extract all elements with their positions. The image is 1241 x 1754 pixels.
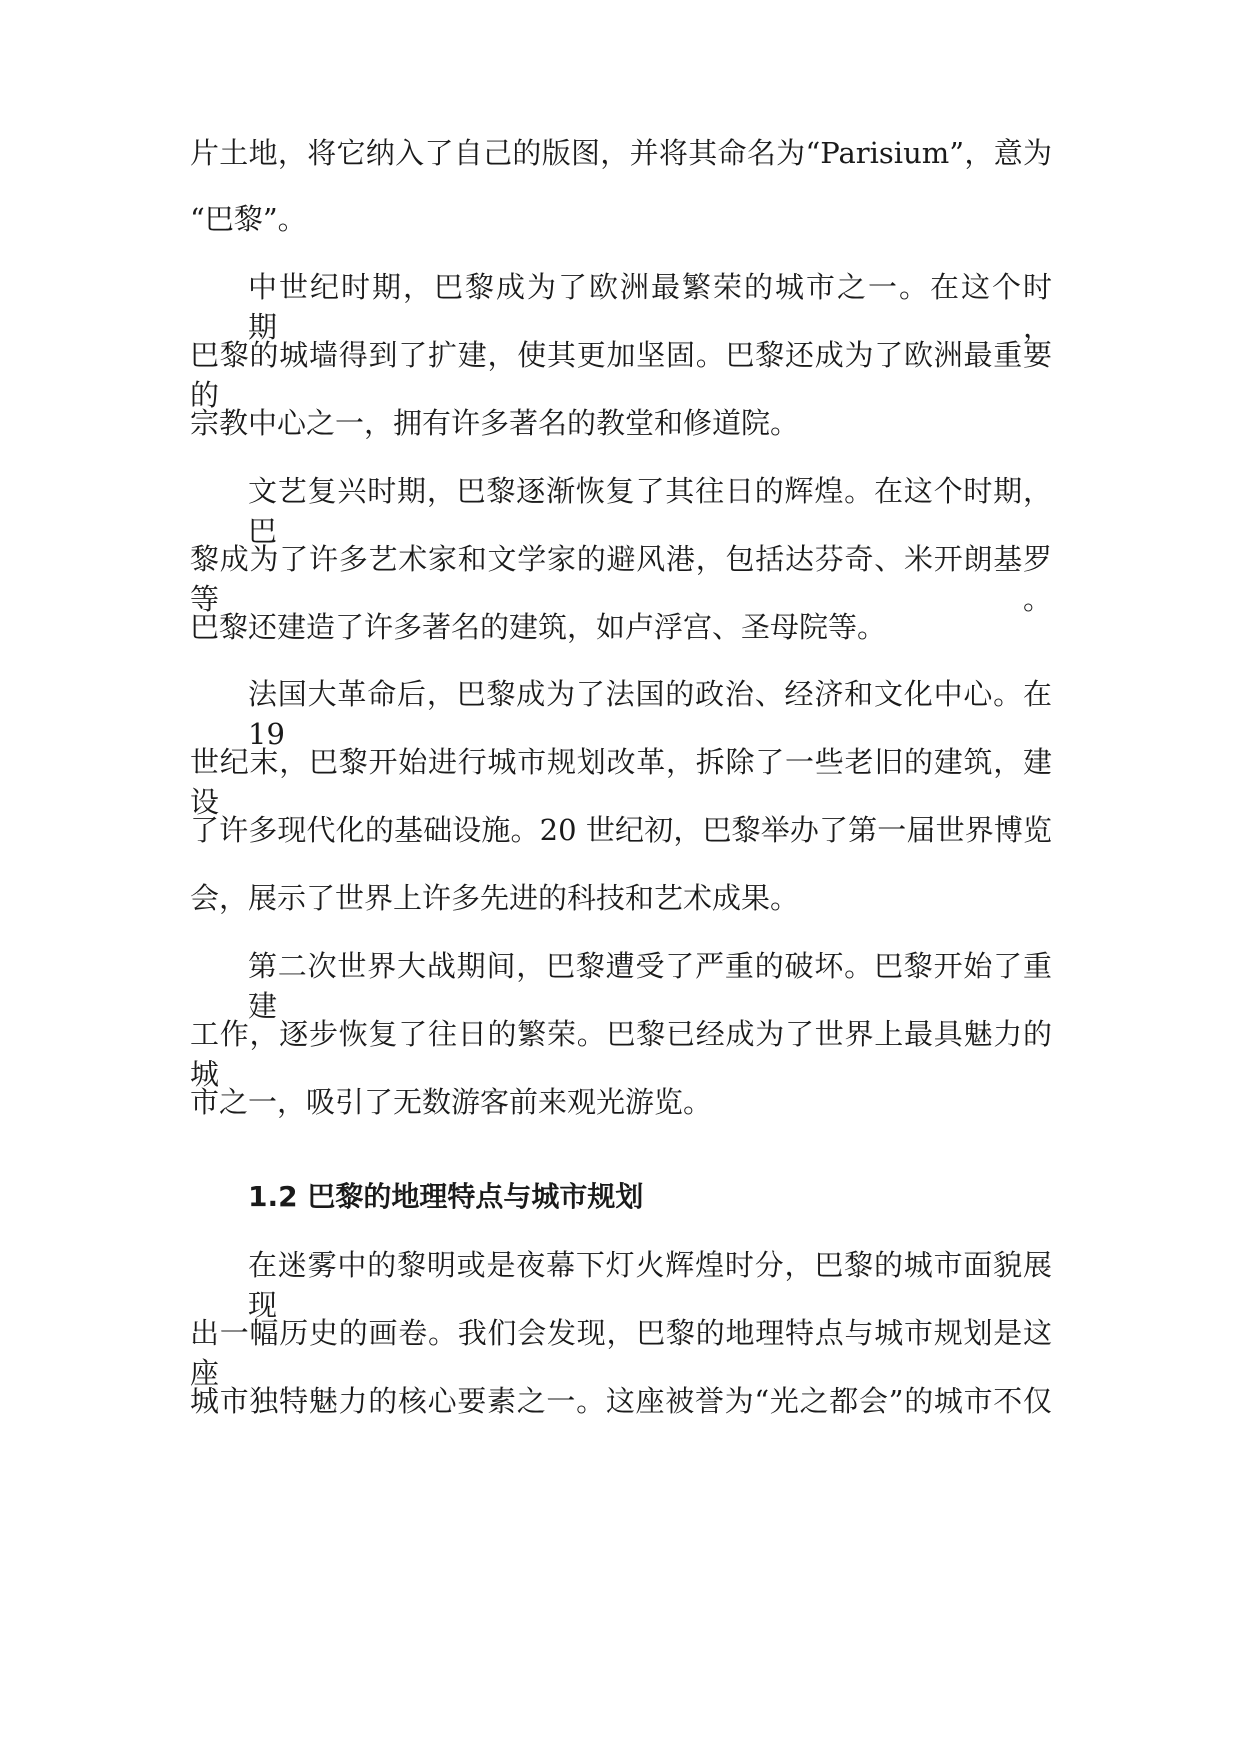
paragraph-line: 文艺复兴时期，巴黎逐渐恢复了其往日的辉煌。在这个时期，巴 [248, 474, 1052, 548]
paragraph-line: 工作，逐步恢复了往日的繁荣。巴黎已经成为了世界上最具魅力的城 [190, 1017, 1052, 1091]
paragraph-line: 城市独特魅力的核心要素之一。这座被誉为“光之都会”的城市不仅 [190, 1384, 1052, 1418]
paragraph-line: 巴黎还建造了许多著名的建筑，如卢浮宫、圣母院等。 [190, 610, 887, 644]
paragraph-line: 了许多现代化的基础设施。20 世纪初，巴黎举办了第一届世界博览 [190, 813, 1052, 847]
paragraph-line: 黎成为了许多艺术家和文学家的避风港，包括达芬奇、米开朗基罗等。 [190, 542, 1052, 616]
paragraph-line: 宗教中心之一，拥有许多著名的教堂和修道院。 [190, 406, 800, 440]
paragraph-line: 市之一，吸引了无数游客前来观光游览。 [190, 1085, 713, 1119]
paragraph-line: 片土地，将它纳入了自己的版图，并将其命名为“Parisium”，意为 [190, 136, 1052, 170]
paragraph-line: “巴黎”。 [190, 202, 307, 236]
paragraph-line: 出一幅历史的画卷。我们会发现，巴黎的地理特点与城市规划是这座 [190, 1316, 1052, 1390]
paragraph-line: 法国大革命后，巴黎成为了法国的政治、经济和文化中心。在 19 [248, 677, 1052, 751]
paragraph-line: 会，展示了世界上许多先进的科技和艺术成果。 [190, 881, 800, 915]
paragraph-line: 在迷雾中的黎明或是夜幕下灯火辉煌时分，巴黎的城市面貌展现 [248, 1248, 1052, 1322]
paragraph-line: 第二次世界大战期间，巴黎遭受了严重的破坏。巴黎开始了重建 [248, 949, 1052, 1023]
paragraph-line: 中世纪时期，巴黎成为了欧洲最繁荣的城市之一。在这个时期， [248, 270, 1052, 344]
paragraph-line: 巴黎的城墙得到了扩建，使其更加坚固。巴黎还成为了欧洲最重要的 [190, 338, 1052, 412]
section-heading: 1.2 巴黎的地理特点与城市规划 [248, 1180, 644, 1213]
paragraph-line: 世纪末，巴黎开始进行城市规划改革，拆除了一些老旧的建筑，建设 [190, 745, 1052, 819]
